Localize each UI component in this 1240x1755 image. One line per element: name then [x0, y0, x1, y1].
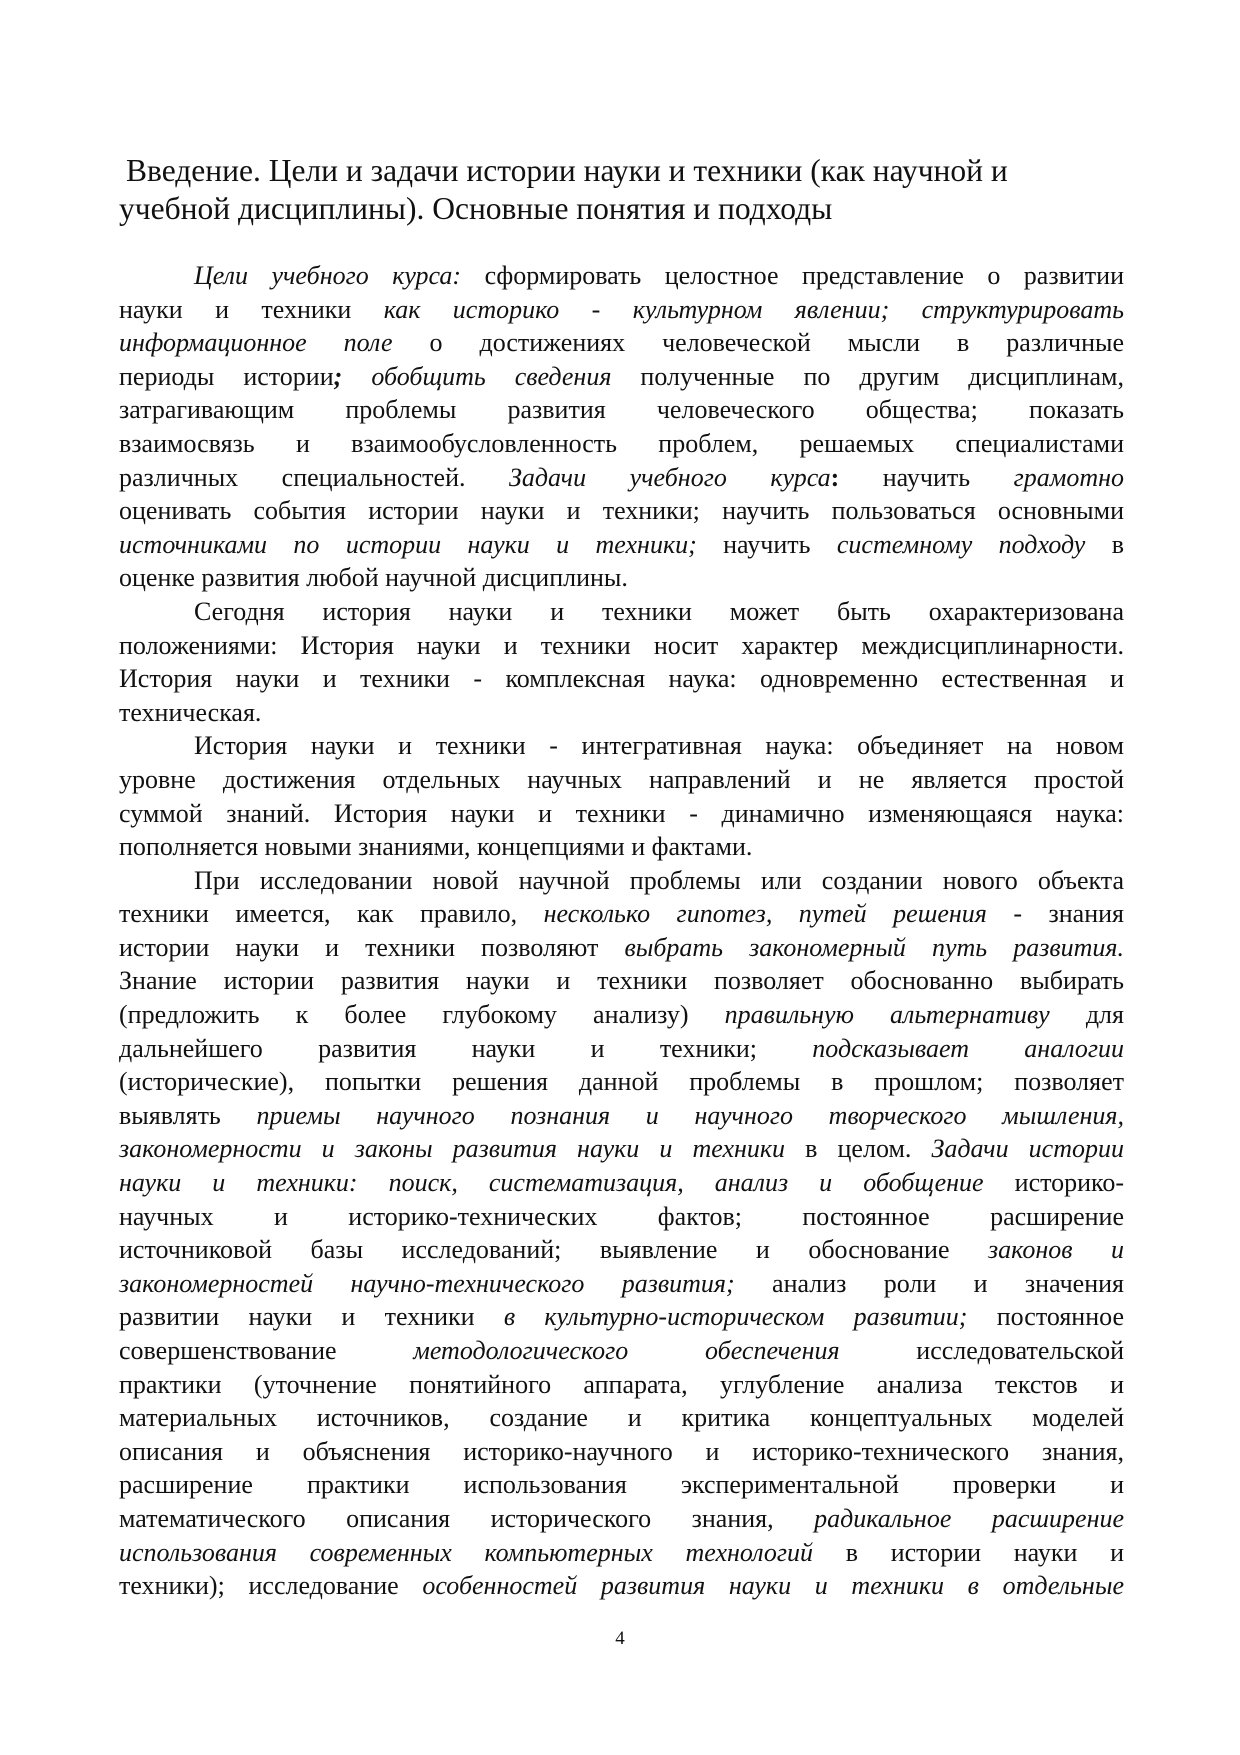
text-line: использования современных компьютерных технологий в истории науки и: [119, 1537, 1125, 1567]
text-line: различных специальностей. Задачи учебного курса: научить грамотно: [119, 462, 1125, 492]
text-line: уровне достижения отдельных научных направлений и не является простой: [119, 764, 1124, 794]
text-line: развитии науки и техники в культурно-историческом развитии; постоянное: [119, 1302, 1124, 1332]
text-line: (предложить к более глубокому анализу) правильную альтернативу для: [119, 1000, 1124, 1030]
text-line: источниками по истории науки и техники; научить системному подходу в: [119, 529, 1125, 559]
text-line: закономерности и законы развития науки и техники в целом. Задачи истории: [119, 1134, 1124, 1164]
text-line: оценивать события истории науки и техники; научить пользоваться основными: [119, 496, 1124, 526]
text-line: источниковой базы исследований; выявление и обоснование законов и: [119, 1235, 1125, 1265]
body-text: [119, 259, 1124, 1603]
text-line: пополняется новыми знаниями, концепциями и фактами.: [119, 832, 753, 862]
text-line: История науки и техники - интегративная наука: объединяет на новом: [194, 731, 1124, 761]
text-line: положениями: История науки и техники носит характер междисциплинарности.: [119, 630, 1124, 660]
text-line: суммой знаний. История науки и техники - динамично изменяющаяся наука:: [119, 798, 1124, 828]
text-line: При исследовании новой научной проблемы или создании нового объекта: [194, 865, 1124, 895]
text-line: Знание истории развития науки и техники позволяет обоснованно выбирать: [119, 966, 1124, 996]
text-line: техники); исследование особенностей развития науки и техники в отдельные: [119, 1571, 1124, 1601]
text-line: науки и техники: поиск, систематизация, анализ и обобщение историко-: [119, 1168, 1125, 1198]
text-line: информационное поле о достижениях человеческой мысли в различные: [119, 328, 1124, 358]
text-line: науки и техники как историко - культурном явлении; структурировать: [119, 294, 1125, 324]
title-line-2: учебной дисциплины). Основные понятия и подходы: [119, 191, 833, 226]
text-line: История науки и техники - комплексная наука: одновременно естественная и: [119, 664, 1124, 694]
text-line: расширение практики использования экспериментальной проверки и: [119, 1470, 1124, 1500]
text-line: совершенствование методологического обеспечения исследовательской: [119, 1336, 1125, 1365]
text-line: выявлять приемы научного познания и научного творческого мышления,: [119, 1100, 1125, 1130]
text-line: Цели учебного курса: сформировать целостное представление о развитии: [194, 261, 1124, 290]
text-line: научных и историко-технических фактов; постоянное расширение: [119, 1201, 1124, 1231]
text-line: материальных источников, создание и критика концептуальных моделей: [119, 1403, 1124, 1433]
text-line: (исторические), попытки решения данной проблемы в прошлом; позволяет: [119, 1067, 1124, 1097]
text-line: оценке развития любой научной дисциплины.: [119, 563, 628, 593]
text-line: математического описания исторического знания, радикальное расширение: [119, 1503, 1125, 1533]
text-line: затрагивающим проблемы развития человеческого общества; показать: [119, 395, 1124, 425]
text-line: Сегодня история науки и техники может быть охарактеризована: [194, 596, 1124, 626]
text-line: истории науки и техники позволяют выбрать закономерный путь развития.: [119, 932, 1124, 962]
text-line: техники имеется, как правило, несколько гипотез, путей решения - знания: [119, 899, 1125, 929]
text-line: описания и объяснения историко-научного и историко-технического знания,: [119, 1436, 1124, 1466]
text-line: взаимосвязь и взаимообусловленность проблем, решаемых специалистами: [119, 428, 1124, 458]
page-title: [119, 152, 1129, 228]
text-line: практики (уточнение понятийного аппарата, углубление анализа текстов и: [119, 1369, 1124, 1399]
text-line: закономерностей научно-технического развития; анализ роли и значения: [119, 1268, 1124, 1298]
text-line: периоды истории; обобщить сведения полученные по другим дисциплинам,: [119, 361, 1125, 391]
title-line-1: Введение. Цели и задачи истории науки и техники (как научной и: [126, 153, 1008, 188]
text-line: техническая.: [119, 697, 262, 727]
page-number: 4: [615, 1628, 625, 1649]
text-line: дальнейшего развития науки и техники; подсказывает аналогии: [119, 1033, 1124, 1063]
